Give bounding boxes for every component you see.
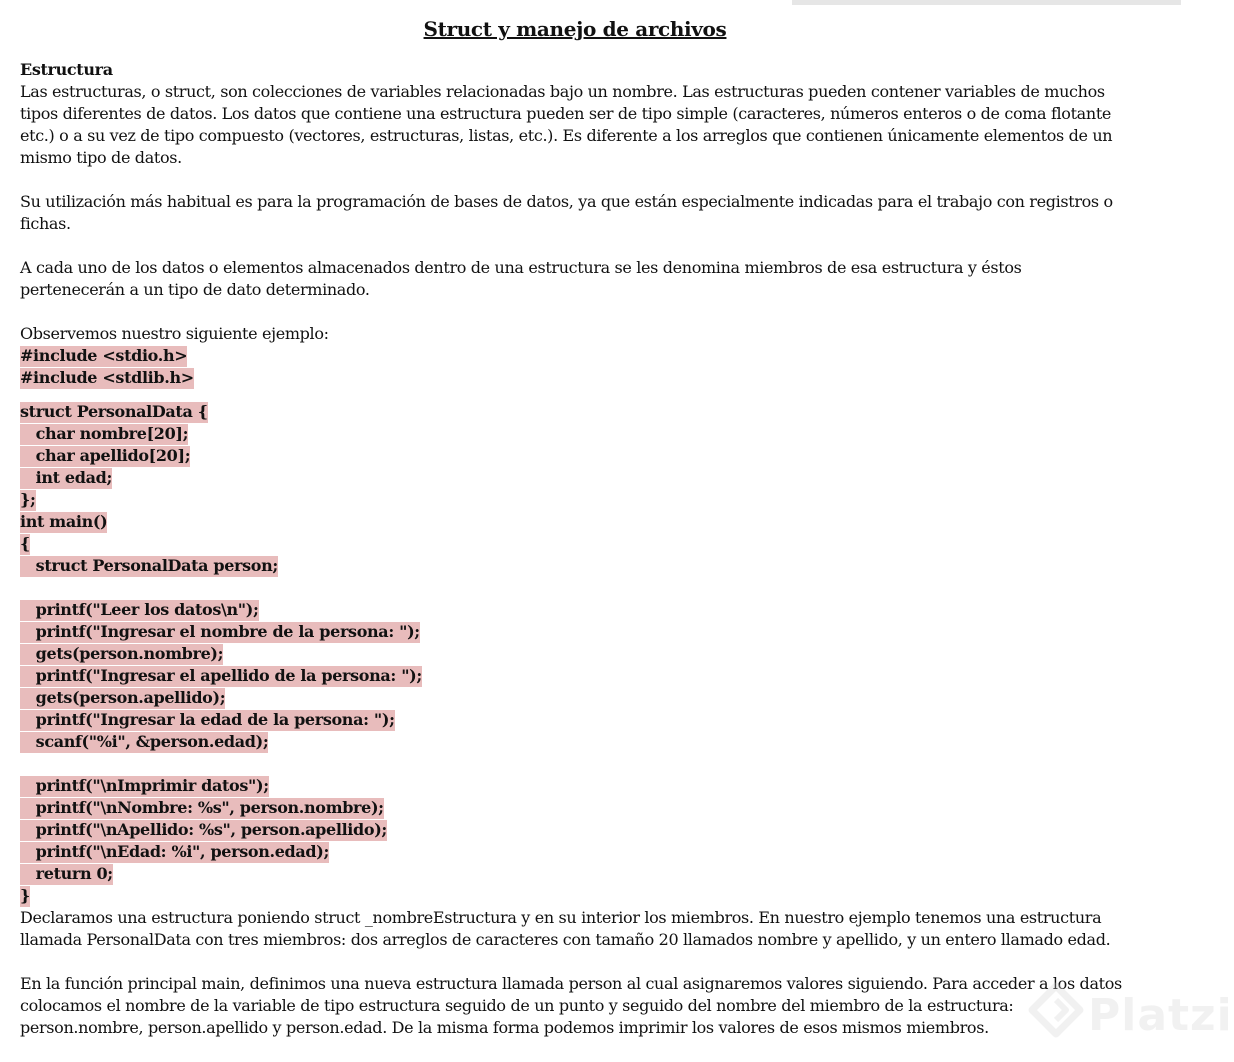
code-line bbox=[20, 621, 1130, 643]
code-line bbox=[20, 797, 1130, 819]
code-line bbox=[20, 863, 1130, 885]
code-text: char nombre[20]; bbox=[20, 424, 189, 443]
watermark-text: Platzi bbox=[1088, 990, 1233, 1041]
code-text: #include <stdio.h> bbox=[20, 346, 188, 365]
code-text: printf("Leer los datos\n"); bbox=[20, 600, 259, 619]
section-heading: Estructura bbox=[20, 60, 113, 79]
code-text: printf("\nNombre: %s", person.nombre); bbox=[20, 798, 384, 817]
code-line bbox=[20, 599, 1130, 621]
platzi-watermark bbox=[1010, 972, 1233, 1062]
code-line bbox=[20, 401, 1130, 423]
intro-paragraph-4: Observemos nuestro siguiente ejemplo: bbox=[20, 324, 329, 343]
code-line bbox=[20, 489, 1130, 511]
intro-paragraph-2: Su utilización más habitual es para la programación de bases de datos, ya que están especialmente indicadas para el trabajo con registros o fichas. bbox=[20, 192, 1113, 233]
code-line bbox=[20, 445, 1130, 467]
code-text: }; bbox=[20, 490, 36, 509]
document-body bbox=[20, 16, 1130, 1039]
code-text: scanf("%i", &person.edad); bbox=[20, 732, 269, 751]
code-line bbox=[20, 577, 1130, 599]
code-text: printf("\nApellido: %s", person.apellido); bbox=[20, 820, 387, 839]
code-text: return 0; bbox=[20, 864, 113, 883]
code-line bbox=[20, 345, 1130, 367]
outro-paragraph-1: Declaramos una estructura poniendo struct _nombreEstructura y en su interior los miembros. En nuestro ejemplo tenemos una estructura llamada PersonalData con tres miembros: dos arreglos de caracteres con tamaño 20 llamados nombre y apellido, y un entero llamado edad. bbox=[20, 908, 1111, 949]
code-block-example bbox=[20, 401, 1130, 907]
code-line bbox=[20, 885, 1130, 907]
platzi-logo-icon bbox=[1028, 982, 1084, 1038]
code-line bbox=[20, 819, 1130, 841]
code-line bbox=[20, 687, 1130, 709]
code-line bbox=[20, 665, 1130, 687]
code-line bbox=[20, 533, 1130, 555]
code-line bbox=[20, 841, 1130, 863]
code-text: gets(person.nombre); bbox=[20, 644, 224, 663]
code-text: printf("\nImprimir datos"); bbox=[20, 776, 269, 795]
code-line bbox=[20, 731, 1130, 753]
code-text: #include <stdlib.h> bbox=[20, 368, 194, 387]
document-title: Struct y manejo de archivos bbox=[423, 17, 727, 41]
code-text: } bbox=[20, 886, 30, 905]
code-line bbox=[20, 643, 1130, 665]
code-line bbox=[20, 709, 1130, 731]
code-line bbox=[20, 753, 1130, 775]
code-text: { bbox=[20, 534, 30, 553]
code-line bbox=[20, 511, 1130, 533]
intro-paragraph-1: Las estructuras, o struct, son colecciones de variables relacionadas bajo un nombre. Las estructuras pueden contener variables de muchos tipos diferentes de datos. Los datos que contiene una estructura pueden ser de tipo simple (caracteres, números enteros o de coma flotante etc.) o a su vez de tipo compuesto (vectores, estructuras, listas, etc.). Es diferente a los arreglos que contienen únicamente elementos de un mismo tipo de datos. bbox=[20, 82, 1113, 167]
code-text: int main() bbox=[20, 512, 108, 531]
code-text: printf("\nEdad: %i", person.edad); bbox=[20, 842, 329, 861]
code-line bbox=[20, 467, 1130, 489]
code-text: int edad; bbox=[20, 468, 113, 487]
code-line bbox=[20, 555, 1130, 577]
code-text: printf("Ingresar la edad de la persona: "); bbox=[20, 710, 395, 729]
code-text: struct PersonalData { bbox=[20, 402, 208, 421]
outro-paragraph-2: En la función principal main, definimos una nueva estructura llamada person al cual asignaremos valores siguiendo. Para acceder a los datos colocamos el nombre de la variable de tipo estructura seguido de un punto y seguido del nombre del miembro de la estructura: person.nombre, person.apellido y person.edad. De la misma forma podemos imprimir los valores de esos mismos miembros. bbox=[20, 974, 1122, 1037]
code-line bbox=[20, 423, 1130, 445]
code-text: char apellido[20]; bbox=[20, 446, 191, 465]
code-text: printf("Ingresar el nombre de la persona: "); bbox=[20, 622, 420, 641]
top-edge-bar bbox=[792, 0, 1181, 5]
code-line bbox=[20, 775, 1130, 797]
intro-paragraph-3: A cada uno de los datos o elementos almacenados dentro de una estructura se les denomina miembros de esa estructura y éstos pertenecerán a un tipo de dato determinado. bbox=[20, 258, 1022, 299]
code-text: struct PersonalData person; bbox=[20, 556, 278, 575]
code-block-includes bbox=[20, 345, 1130, 389]
code-text: printf("Ingresar el apellido de la persona: "); bbox=[20, 666, 422, 685]
code-text: gets(person.apellido); bbox=[20, 688, 226, 707]
code-line bbox=[20, 367, 1130, 389]
